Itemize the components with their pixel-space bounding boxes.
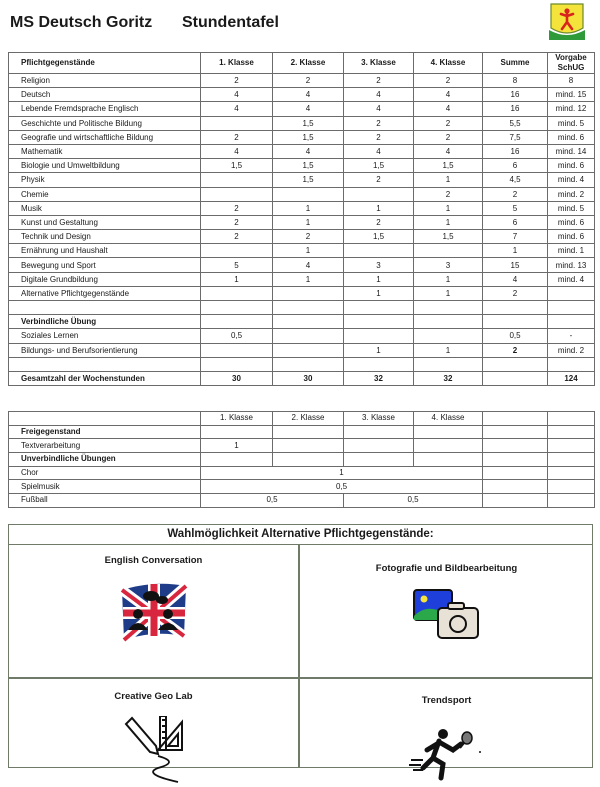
cell-k1: [201, 343, 273, 357]
cell-sum: 16: [483, 144, 548, 158]
cell-subject: Geschichte und Politische Bildung: [9, 116, 201, 130]
fussball-label: Fußball: [9, 494, 201, 508]
photo-camera-icon: [412, 588, 482, 640]
cell-subject: Mathematik: [9, 144, 201, 158]
sub-col-header-k2: 2. Klasse: [273, 412, 344, 426]
pencil-set-square-icon: [122, 716, 186, 784]
cell-k4: 4: [414, 102, 483, 116]
cell-k1: [201, 173, 273, 187]
cell-k2: 1,5: [273, 159, 344, 173]
cell-k4: 3: [414, 258, 483, 272]
choice-label: English Conversation: [104, 555, 203, 566]
choice-label: Creative Geo Lab: [114, 691, 193, 702]
cell-k2: 1: [273, 215, 344, 229]
cell-sum: 1: [483, 244, 548, 258]
table-row: [9, 102, 595, 116]
cell-vorgabe: -: [548, 329, 595, 343]
cell-k1: 1,5: [201, 159, 273, 173]
cell-vorgabe: [548, 301, 595, 315]
cell-k2: 30: [273, 371, 344, 385]
cell-k2: [273, 286, 344, 300]
cell-k1: [201, 286, 273, 300]
cell-k1: [201, 357, 273, 371]
table-row: [9, 173, 595, 187]
table-row: [9, 480, 595, 494]
cell-k2: [273, 329, 344, 343]
cell-k4: 2: [414, 116, 483, 130]
col-header-sum: Summe: [483, 53, 548, 74]
cell-subject: Bewegung und Sport: [9, 258, 201, 272]
cell-k4: 4: [414, 144, 483, 158]
stundentafel-table: [8, 52, 595, 386]
sub-col-header-k3: 3. Klasse: [344, 412, 414, 426]
table-row: [9, 453, 595, 467]
choice-label: Trendsport: [421, 695, 472, 706]
chor-value: 1: [201, 466, 483, 480]
cell-k3: 2: [344, 215, 414, 229]
cell-sum: 5: [483, 201, 548, 215]
alternative-choices-box: [8, 524, 593, 768]
cell-k3: [344, 187, 414, 201]
table-row: [9, 343, 595, 357]
cell-k1: 2: [201, 215, 273, 229]
cell-subject: Physik: [9, 173, 201, 187]
choice-creative-geo-lab: [9, 691, 298, 787]
cell-k4: [414, 329, 483, 343]
cell-sum: [483, 357, 548, 371]
freigegenstand-label: Freigegenstand: [9, 425, 201, 439]
col-header-k1: 1. Klasse: [201, 53, 273, 74]
cell-k1: 1: [201, 272, 273, 286]
cell-k2: 2: [273, 230, 344, 244]
table-row: [9, 494, 595, 508]
cell-k4: 4: [414, 88, 483, 102]
cell-subject: Digitale Grundbildung: [9, 272, 201, 286]
textverarbeitung-label: Textverarbeitung: [9, 439, 201, 453]
cell-k4: [414, 244, 483, 258]
cell-subject: Geografie und wirtschaftliche Bildung: [9, 130, 201, 144]
cell-sum: 5,5: [483, 116, 548, 130]
cell-sum: 6: [483, 159, 548, 173]
table-row: [9, 371, 595, 385]
cell-subject: Lebende Fremdsprache Englisch: [9, 102, 201, 116]
table-row: [9, 301, 595, 315]
cell-subject: Deutsch: [9, 88, 201, 102]
table-row: [9, 244, 595, 258]
cell-k4: 1,5: [414, 230, 483, 244]
cell-sum: 2: [483, 343, 548, 357]
sub-col-header-empty2: [548, 412, 595, 426]
cell-sum: [483, 371, 548, 385]
textverarbeitung-k1: 1: [201, 439, 273, 453]
table-row: [9, 272, 595, 286]
cell-k3: 1: [344, 201, 414, 215]
cell-vorgabe: 124: [548, 371, 595, 385]
fussball-k12: 0,5: [201, 494, 344, 508]
cell-vorgabe: [548, 286, 595, 300]
cell-k2: [273, 301, 344, 315]
vorgabe-line2: SchUG: [557, 63, 585, 72]
choices-title: Wahlmöglichkeit Alternative Pflichtgegenstände:: [9, 525, 592, 545]
cell-vorgabe: 8: [548, 74, 595, 88]
cell-sum: 6: [483, 215, 548, 229]
cell-k1: 2: [201, 201, 273, 215]
table-header-row: [9, 53, 595, 74]
cell-vorgabe: mind. 6: [548, 215, 595, 229]
cell-k1: 0,5: [201, 329, 273, 343]
cell-vorgabe: mind. 14: [548, 144, 595, 158]
table-row: [9, 315, 595, 329]
col-header-k2: 2. Klasse: [273, 53, 344, 74]
cell-k3: 4: [344, 88, 414, 102]
table-row: [9, 116, 595, 130]
cell-vorgabe: mind. 13: [548, 258, 595, 272]
table-row: [9, 230, 595, 244]
cell-k1: 4: [201, 102, 273, 116]
cell-k3: 1: [344, 343, 414, 357]
fussball-k34: 0,5: [344, 494, 483, 508]
cell-k2: 4: [273, 144, 344, 158]
choice-label: Fotografie und Bildbearbeitung: [375, 563, 518, 574]
cell-sum: [483, 301, 548, 315]
choice-english-conversation: [9, 555, 298, 645]
table-row: [9, 215, 595, 229]
cell-k3: 1: [344, 272, 414, 286]
unverbindlich-label: Unverbindliche Übungen: [9, 453, 201, 467]
page-title: Stundentafel: [182, 14, 279, 31]
cell-vorgabe: mind. 5: [548, 201, 595, 215]
cell-sum: 2: [483, 286, 548, 300]
cell-vorgabe: mind. 2: [548, 343, 595, 357]
cell-subject: Chemie: [9, 187, 201, 201]
cell-subject: Biologie und Umweltbildung: [9, 159, 201, 173]
cell-k3: 3: [344, 258, 414, 272]
cell-k1: [201, 315, 273, 329]
cell-k2: 1,5: [273, 116, 344, 130]
cell-k3: 2: [344, 116, 414, 130]
table-row: [9, 159, 595, 173]
cell-vorgabe: mind. 1: [548, 244, 595, 258]
table-row: [9, 258, 595, 272]
cell-k3: 1,5: [344, 159, 414, 173]
cell-k4: 2: [414, 130, 483, 144]
table-row: [9, 439, 595, 453]
cell-k2: 4: [273, 258, 344, 272]
cell-k4: [414, 357, 483, 371]
cell-vorgabe: mind. 4: [548, 173, 595, 187]
table-row: [9, 88, 595, 102]
cell-k1: 2: [201, 130, 273, 144]
choice-fotografie: [299, 563, 594, 643]
cell-k1: [201, 187, 273, 201]
table-row: [9, 425, 595, 439]
cell-k3: 4: [344, 102, 414, 116]
cell-k2: [273, 315, 344, 329]
cell-k1: 2: [201, 74, 273, 88]
cell-k4: 1: [414, 173, 483, 187]
school-crest-logo: [547, 2, 587, 42]
table-row: [9, 357, 595, 371]
table-row: [9, 130, 595, 144]
cell-k2: 2: [273, 74, 344, 88]
sub-header-row: [9, 412, 595, 426]
cell-sum: 2: [483, 187, 548, 201]
cell-k1: [201, 301, 273, 315]
cell-k3: [344, 244, 414, 258]
cell-subject: Musik: [9, 201, 201, 215]
cell-subject: Religion: [9, 74, 201, 88]
cell-sum: 16: [483, 88, 548, 102]
sub-col-header-label: [9, 412, 201, 426]
cell-subject: Alternative Pflichtgegenstände: [9, 286, 201, 300]
cell-k1: [201, 116, 273, 130]
col-header-subject: Pflichtgegenstände: [9, 53, 201, 74]
cell-subject: [9, 357, 201, 371]
table-row: [9, 74, 595, 88]
cell-vorgabe: mind. 6: [548, 230, 595, 244]
cell-k3: 2: [344, 130, 414, 144]
cell-sum: [483, 315, 548, 329]
cell-k4: 1: [414, 272, 483, 286]
cell-k1: 5: [201, 258, 273, 272]
cell-sum: 4,5: [483, 173, 548, 187]
table-row: [9, 286, 595, 300]
cell-sum: 16: [483, 102, 548, 116]
cell-k1: 30: [201, 371, 273, 385]
cell-k4: 2: [414, 74, 483, 88]
cell-subject: Kunst und Gestaltung: [9, 215, 201, 229]
freigegenstaende-table: [8, 411, 595, 508]
cell-subject: Verbindliche Übung: [9, 315, 201, 329]
cell-vorgabe: mind. 15: [548, 88, 595, 102]
cell-k1: 4: [201, 144, 273, 158]
table-row: [9, 187, 595, 201]
cell-k2: 1: [273, 272, 344, 286]
cell-sum: 15: [483, 258, 548, 272]
cell-k2: [273, 187, 344, 201]
cell-sum: 0,5: [483, 329, 548, 343]
cell-k4: 1,5: [414, 159, 483, 173]
cell-subject: Bildungs- und Berufsorientierung: [9, 343, 201, 357]
cell-k1: [201, 244, 273, 258]
cell-k3: 4: [344, 144, 414, 158]
cell-k3: 32: [344, 371, 414, 385]
cell-k2: 1,5: [273, 173, 344, 187]
table-row: [9, 144, 595, 158]
cell-k3: [344, 315, 414, 329]
cell-k3: 2: [344, 74, 414, 88]
cell-k4: 1: [414, 201, 483, 215]
cell-vorgabe: [548, 315, 595, 329]
cell-sum: 7: [483, 230, 548, 244]
uk-flag-conversation-icon: [118, 580, 190, 642]
cell-vorgabe: mind. 4: [548, 272, 595, 286]
cell-sum: 4: [483, 272, 548, 286]
school-name: MS Deutsch Goritz: [10, 14, 153, 31]
spielmusik-label: Spielmusik: [9, 480, 201, 494]
cell-k2: [273, 343, 344, 357]
tennis-runner-icon: [409, 728, 485, 782]
sub-col-header-k1: 1. Klasse: [201, 412, 273, 426]
cell-k3: 2: [344, 173, 414, 187]
cell-k1: 4: [201, 88, 273, 102]
cell-k2: 1: [273, 244, 344, 258]
cell-k4: 1: [414, 286, 483, 300]
cell-k4: 1: [414, 215, 483, 229]
cell-subject: Soziales Lernen: [9, 329, 201, 343]
cell-k2: 1,5: [273, 130, 344, 144]
cell-vorgabe: mind. 12: [548, 102, 595, 116]
cell-k2: [273, 357, 344, 371]
cell-k4: 2: [414, 187, 483, 201]
cell-k3: 1: [344, 286, 414, 300]
cell-k3: [344, 357, 414, 371]
cell-k4: 32: [414, 371, 483, 385]
table-row: [9, 201, 595, 215]
spielmusik-value: 0,5: [201, 480, 483, 494]
vorgabe-line1: Vorgabe: [555, 53, 587, 62]
cell-vorgabe: mind. 2: [548, 187, 595, 201]
cell-k3: [344, 329, 414, 343]
cell-k1: 2: [201, 230, 273, 244]
cell-k4: [414, 301, 483, 315]
col-header-k4: 4. Klasse: [414, 53, 483, 74]
cell-sum: 7,5: [483, 130, 548, 144]
cell-vorgabe: mind. 5: [548, 116, 595, 130]
cell-sum: 8: [483, 74, 548, 88]
cell-subject: Technik und Design: [9, 230, 201, 244]
cell-subject: Ernährung und Haushalt: [9, 244, 201, 258]
chor-label: Chor: [9, 466, 201, 480]
cell-vorgabe: [548, 357, 595, 371]
sub-col-header-empty1: [483, 412, 548, 426]
cell-k3: 1,5: [344, 230, 414, 244]
cell-k2: 1: [273, 201, 344, 215]
cell-k4: [414, 315, 483, 329]
table-row: [9, 466, 595, 480]
divider: [9, 677, 592, 679]
col-header-vorgabe: [548, 53, 595, 74]
cell-k4: 1: [414, 343, 483, 357]
col-header-k3: 3. Klasse: [344, 53, 414, 74]
cell-k3: [344, 301, 414, 315]
table-row: [9, 329, 595, 343]
cell-subject: Gesamtzahl der Wochenstunden: [9, 371, 201, 385]
sub-col-header-k4: 4. Klasse: [414, 412, 483, 426]
cell-k2: 4: [273, 102, 344, 116]
cell-vorgabe: mind. 6: [548, 130, 595, 144]
cell-k2: 4: [273, 88, 344, 102]
cell-subject: [9, 301, 201, 315]
cell-vorgabe: mind. 6: [548, 159, 595, 173]
